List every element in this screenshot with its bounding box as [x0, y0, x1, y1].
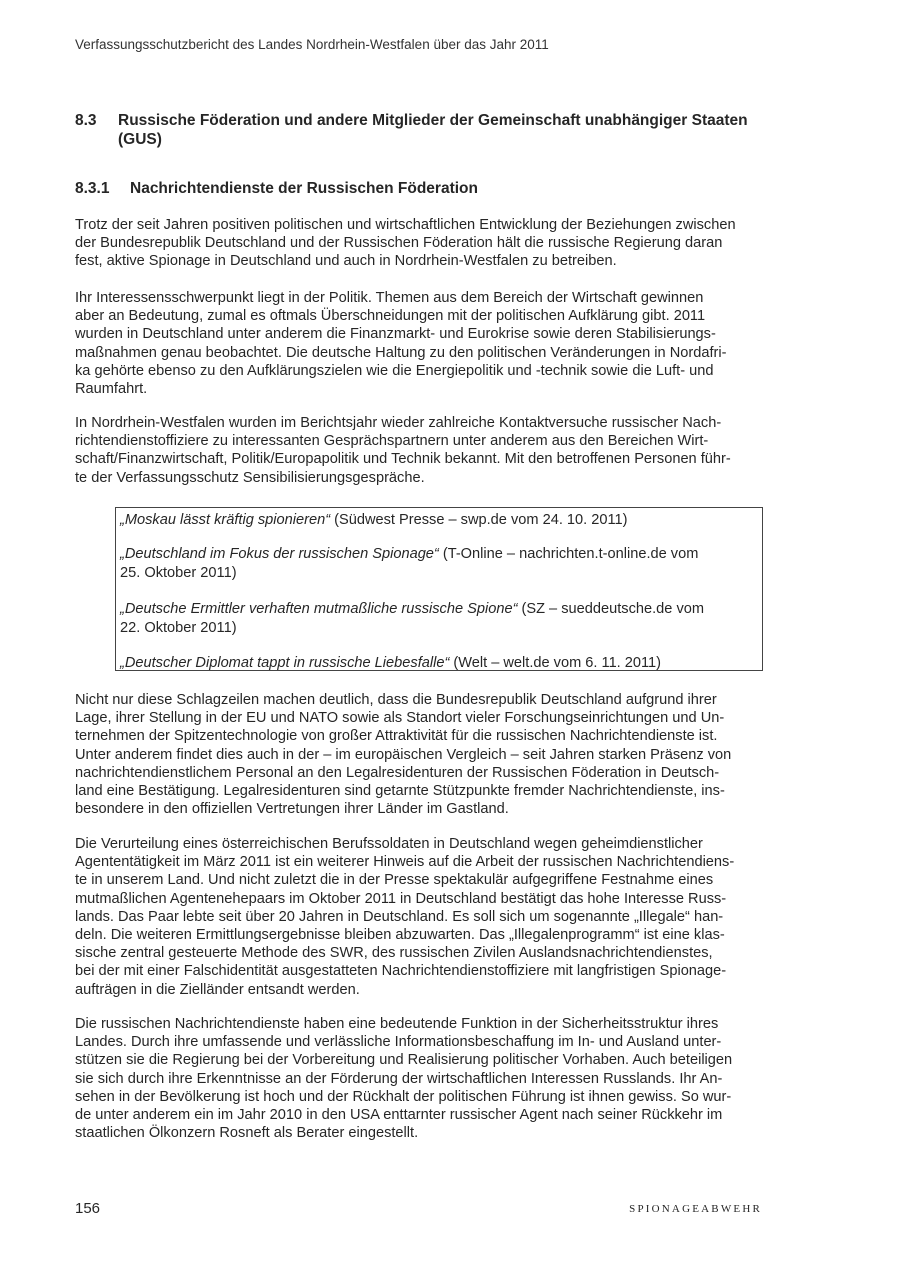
headline-title: „Deutscher Diplomat tappt in russische Liebesfalle“	[120, 655, 450, 671]
section-heading	[75, 111, 775, 149]
paragraph-3	[75, 414, 770, 487]
running-head: Verfassungsschutzbericht des Landes Nordrhein-Westfalen über das Jahr 2011	[75, 37, 549, 52]
text-line: te der Verfassungsschutz Sensibilisierungsgespräche.	[75, 469, 425, 486]
paragraph-2	[75, 289, 770, 398]
section-title-line: (GUS)	[118, 131, 162, 148]
headline-item	[120, 600, 704, 618]
subsection-number: 8.3.1	[75, 180, 110, 197]
text-line: staatlichen Ölkonzern Rosneft als Berater eingestellt.	[75, 1125, 419, 1142]
text-line: der Bundesrepublik Deutschland und der Russischen Föderation hält die russische Regierung daran	[75, 235, 723, 252]
text-line: bei der mit einer Falschidentität ausgestatteten Nachrichtendienstoffiziere mit langfristigen Spionage-	[75, 963, 727, 980]
section-number: 8.3	[75, 112, 97, 129]
text-line: Agententätigkeit im März 2011 ist ein weiterer Hinweis auf die Arbeit der russischen Nachrichtendiens-	[75, 854, 735, 871]
text-line: sische zentral gesteuerte Methode des SWR, des russischen Zivilen Auslandsnachrichtendienstes,	[75, 945, 713, 962]
text-line: Die Verurteilung eines österreichischen Berufssoldaten in Deutschland wegen geheimdienstlicher	[75, 836, 703, 852]
section-title-line: Russische Föderation und andere Mitglieder der Gemeinschaft unabhängiger Staaten	[118, 112, 748, 129]
text-line: stützen sie die Regierung bei der Vorbereitung und Realisierung politischer Vorhaben. Auch beteiligen	[75, 1052, 733, 1069]
text-line: lands. Das Paar lebte seit über 20 Jahren in Deutschland. Es soll sich um sogenannte „Illegale“ han-	[75, 908, 724, 925]
text-line: Ihr Interessensschwerpunkt liegt in der Politik. Themen aus dem Bereich der Wirtschaft gewinnen	[75, 290, 704, 306]
paragraph-5	[75, 835, 770, 999]
headline-source: (Südwest Presse – swp.de vom 24. 10. 2011)	[330, 512, 628, 528]
text-line: Trotz der seit Jahren positiven politischen und wirtschaftlichen Entwicklung der Beziehungen zwischen	[75, 217, 736, 233]
headlines-box	[115, 507, 763, 671]
text-line: Unter anderem findet dies auch in der – im europäischen Vergleich – seit Jahren starken Präsenz von	[75, 746, 732, 763]
text-line: Die russischen Nachrichtendienste haben eine bedeutende Funktion in der Sicherheitsstruktur ihres	[75, 1016, 719, 1032]
text-line: nachrichtendienstlichem Personal an den Legalresidenturen der Russischen Föderation in Deutsch-	[75, 764, 720, 781]
headline-source: (T-Online – nachrichten.t-online.de vom	[438, 546, 699, 562]
text-line: besondere in den offiziellen Vertretungen ihrer Länder im Gastland.	[75, 801, 509, 818]
text-line: Raumfahrt.	[75, 381, 148, 398]
headline-source-cont: 22. Oktober 2011)	[120, 620, 237, 636]
text-line: fest, aktive Spionage in Deutschland und auch in Nordrhein-Westfalen zu betreiben.	[75, 253, 617, 270]
headline-source-cont: 25. Oktober 2011)	[120, 565, 237, 581]
text-line: maßnahmen genau beobachtet. Die deutsche Haltung zu den politischen Veränderungen in Nordafri-	[75, 344, 727, 361]
text-line: Lage, ihrer Stellung in der EU und NATO sowie als Standort vieler Forschungseinrichtungen und Un-	[75, 710, 725, 727]
text-line: de unter anderem ein im Jahr 2010 in den USA enttarnter russischer Agent nach seiner Rückkehr im	[75, 1107, 723, 1124]
text-line: schaft/Finanzwirtschaft, Politik/Europapolitik und Technik bekannt. Mit den betroffenen Personen führ-	[75, 451, 731, 468]
headline-item	[120, 654, 661, 672]
paragraph-4	[75, 691, 770, 818]
text-line: te in unserem Land. Und nicht zuletzt die in der Presse spektakulär aufgegriffene Festnahme eines	[75, 872, 714, 889]
text-line: Landes. Durch ihre umfassende und verlässliche Informationsbeschaffung im In- und Ausland unter-	[75, 1034, 722, 1051]
headline-item	[120, 511, 628, 529]
page-number: 156	[75, 1200, 101, 1217]
text-line: aufträgen in die Zielländer entsandt werden.	[75, 981, 360, 998]
text-line: richtendienstoffiziere zu interessanten Gesprächspartnern unter anderem aus den Bereichen Wirt-	[75, 433, 709, 450]
text-line: In Nordrhein-Westfalen wurden im Berichtsjahr wieder zahlreiche Kontaktversuche russischer Nach-	[75, 415, 722, 431]
text-line: Nicht nur diese Schlagzeilen machen deutlich, dass die Bundesrepublik Deutschland aufgrund ihrer	[75, 692, 717, 708]
text-line: ternehmen der Spitzentechnologie von großer Attraktivität für die russischen Nachrichtendienste ist.	[75, 728, 718, 745]
section-title	[118, 111, 748, 149]
paragraph-6	[75, 1015, 770, 1142]
text-line: sie sich durch ihre Erkenntnisse an der Förderung der wirtschaftlichen Interessen Russlands. Ihr An-	[75, 1070, 723, 1087]
chapter-label: SPIONAGEABWEHR	[629, 1203, 762, 1215]
headline-title: „Deutschland im Fokus der russischen Spionage“	[120, 546, 439, 562]
text-line: aber an Bedeutung, zumal es oftmals Überschneidungen mit der politischen Aufklärung gibt. 2011	[75, 308, 706, 325]
paragraph-1	[75, 216, 770, 271]
subsection-heading	[75, 180, 478, 198]
text-line: land eine Bestätigung. Legalresidenturen sind getarnte Stützpunkte fremder Nachrichtendienste, ins-	[75, 783, 725, 800]
headline-title: „Deutsche Ermittler verhaften mutmaßliche russische Spione“	[120, 601, 518, 617]
text-line: sehen in der Bevölkerung ist hoch und der Rückhalt der politischen Führung ist ihnen gewiss. So wur-	[75, 1088, 732, 1105]
text-line: wurden in Deutschland unter anderem die Finanzmarkt- und Eurokrise sowie deren Stabilisierungs-	[75, 326, 716, 343]
text-line: ka gehörte ebenso zu den Aufklärungszielen wie die Energiepolitik und -technik sowie die Luft- und	[75, 362, 714, 379]
headline-title: „Moskau lässt kräftig spionieren“	[120, 512, 331, 528]
headline-source: (Welt – welt.de vom 6. 11. 2011)	[449, 655, 662, 671]
subsection-title: Nachrichtendienste der Russischen Föderation	[130, 180, 478, 197]
text-line: deln. Die weiteren Ermittlungsergebnisse bleiben abzuwarten. Das „Illegalenprogramm“ ist eine klas-	[75, 927, 725, 944]
text-line: mutmaßlichen Agentenehepaars im Oktober 2011 in Deutschland bestätigt das hohe Interesse Russ-	[75, 890, 727, 907]
headline-item	[120, 545, 698, 563]
headline-source: (SZ – sueddeutsche.de vom	[517, 601, 705, 617]
